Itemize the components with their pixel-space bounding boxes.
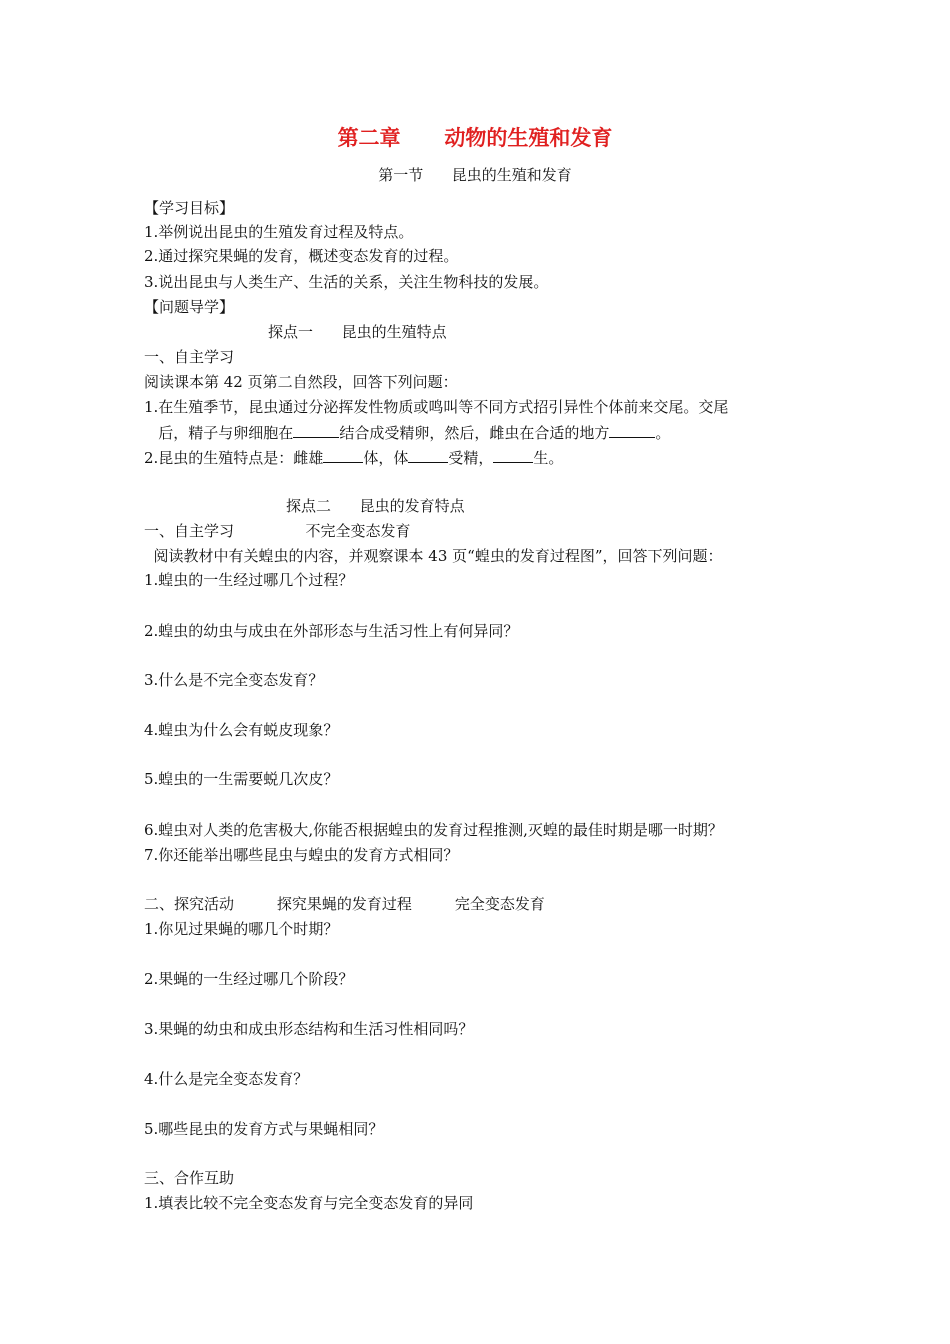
activity-header: 二、探究活动 探究果蝇的发育过程 完全变态发育	[144, 895, 545, 913]
cooperation-header: 三、合作互助	[144, 1169, 235, 1187]
point1-sub: 一、自主学习	[144, 348, 235, 366]
goal-item: 2.通过探究果蝇的发育，概述变态发育的过程。	[144, 247, 459, 265]
q1b-text-2: 结合成受精卵，然后，雌虫在合适的地方	[339, 424, 610, 442]
point2-question: 2.蝗虫的幼虫与成虫在外部形态与生活习性上有何异同？	[144, 622, 519, 640]
point1-question-2	[144, 447, 563, 468]
cooperation-question: 1.填表比较不完全变态发育与完全变态发育的异同	[144, 1194, 474, 1212]
point2-question: 3.什么是不完全变态发育？	[144, 671, 324, 689]
point1-question-1a: 1.在生殖季节，昆虫通过分泌挥发性物质或鸣叫等不同方式招引异性个体前来交尾。交尾	[144, 398, 729, 416]
activity-question: 4.什么是完全变态发育？	[144, 1070, 309, 1088]
point1-question-1b	[144, 422, 670, 443]
point2-question: 7.你还能举出哪些昆虫与蝗虫的发育方式相同？	[144, 846, 459, 864]
activity-question: 1.你见过果蝇的哪几个时期？	[144, 920, 339, 938]
section-title: 第一节 昆虫的生殖和发育	[378, 166, 572, 184]
answer-blank[interactable]	[323, 447, 363, 463]
chapter-title: 第二章 动物的生殖和发育	[337, 126, 613, 150]
goals-header: 【学习目标】	[144, 199, 235, 217]
point1-title: 探点一 昆虫的生殖特点	[268, 323, 447, 341]
q2-text-4: 生。	[533, 449, 564, 467]
q2-text-3: 受精，	[448, 449, 494, 467]
activity-question: 3.果蝇的幼虫和成虫形态结构和生活习性相同吗？	[144, 1020, 474, 1038]
q1b-text-3: 。	[655, 424, 671, 442]
point2-title: 探点二 昆虫的发育特点	[286, 497, 465, 515]
goal-item: 1.举例说出昆虫的生殖发育过程及特点。	[144, 223, 414, 241]
q2-text-1: 2.昆虫的生殖特点是：雌雄	[144, 449, 324, 467]
point2-question: 1.蝗虫的一生经过哪几个过程？	[144, 571, 354, 589]
answer-blank[interactable]	[293, 422, 339, 438]
point2-sub: 一、自主学习 不完全变态发育	[144, 522, 411, 540]
activity-question: 2.果蝇的一生经过哪几个阶段？	[144, 970, 354, 988]
answer-blank[interactable]	[408, 447, 448, 463]
answer-blank[interactable]	[609, 422, 655, 438]
point2-question: 6.蝗虫对人类的危害极大,你能否根据蝗虫的发育过程推测,灭蝗的最佳时期是哪一时期？	[144, 821, 723, 839]
point2-question: 5.蝗虫的一生需要蜕几次皮？	[144, 770, 339, 788]
guide-header: 【问题导学】	[144, 298, 235, 316]
answer-blank[interactable]	[493, 447, 533, 463]
q2-text-2: 体，体	[363, 449, 409, 467]
activity-question: 5.哪些昆虫的发育方式与果蝇相同？	[144, 1120, 384, 1138]
point2-intro: 阅读教材中有关蝗虫的内容，并观察课本 43 页“蝗虫的发育过程图”，回答下列问题：	[144, 547, 723, 565]
goal-item: 3.说出昆虫与人类生产、生活的关系，关注生物科技的发展。	[144, 273, 549, 291]
point2-question: 4.蝗虫为什么会有蜕皮现象？	[144, 721, 339, 739]
q1b-text-1: 后，精子与卵细胞在	[144, 424, 294, 442]
point1-intro: 阅读课本第 42 页第二自然段，回答下列问题：	[144, 373, 458, 391]
